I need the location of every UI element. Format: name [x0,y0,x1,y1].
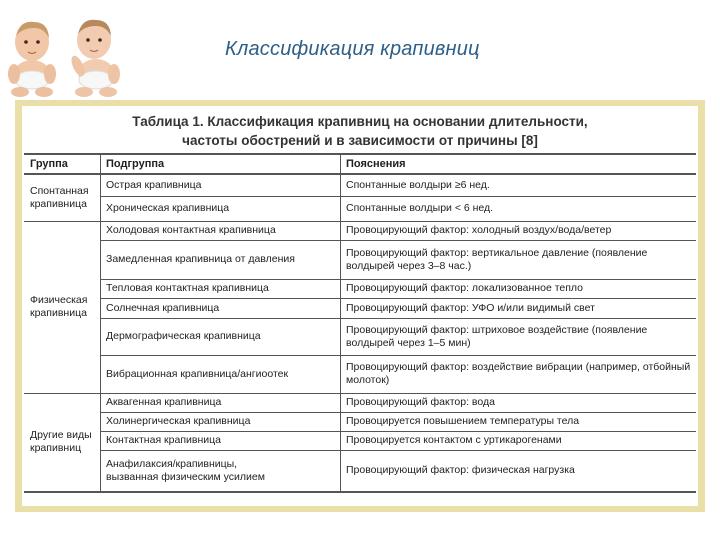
group-label-line: крапивница [30,197,87,210]
header-explanation-label: Пояснения [346,158,406,170]
subgroup-line: Анафилаксия/крапивницы, [106,457,238,470]
subgroup-text [106,458,265,484]
subgroup-line: Солнечная крапивница [106,301,220,314]
explanation-text [346,282,583,295]
explanation-line: Спонтанные волдыри ≥6 нед. [346,178,490,191]
subgroup-line: Холодовая контактная крапивница [106,224,276,236]
group-label-line: крапивница [30,307,87,319]
subgroup-line: Дермографическая крапивница [106,330,261,342]
subgroup-cell [106,279,336,298]
row-rule [24,393,696,394]
subgroup-line: Аквагенная крапивница [106,396,222,408]
explanation-cell [346,393,692,412]
explanation-cell [346,298,692,318]
header-group-label: Группа [30,158,68,170]
explanation-line: Провоцирующий фактор: физическая нагрузка [346,464,575,476]
explanation-text [346,179,490,192]
subgroup-text [106,396,221,409]
explanation-text [346,224,611,237]
subgroup-cell [106,318,336,355]
explanation-text [346,202,493,215]
subgroup-line: Хроническая крапивница [106,202,230,214]
explanation-cell [346,196,692,221]
subgroup-cell [106,221,336,240]
table-caption-line-1: Таблица 1. Классификация крапивниц на основании длительности, [132,114,588,129]
subgroup-text [106,224,276,237]
explanation-line: Провоцирующий фактор: холодный воздух/вода/ветер [346,224,612,236]
explanation-cell [346,450,692,491]
group-cell [30,221,96,393]
explanation-line: Провоцирующий фактор: УФО и/или видимый свет [346,301,595,314]
explanation-text [346,464,575,477]
row-rule [100,355,696,356]
explanation-line: волдырей через 3–8 час.) [346,259,472,272]
baby-right-illustration [69,20,120,97]
explanation-line: Провоцируется повышением температуры тела [346,415,580,427]
explanation-text [346,396,495,409]
col-rule [100,154,101,492]
explanation-cell [346,240,692,279]
group-text [30,185,89,211]
explanation-line: Спонтанные волдыри < 6 нед. [346,202,494,214]
row-rule [100,431,696,432]
explanation-line: волдырей через 1–5 мин) [346,336,471,349]
group-label-line: Другие виды [30,429,92,441]
subgroup-text [106,179,201,192]
subgroup-text [106,302,219,315]
explanation-cell [346,412,692,431]
subgroup-line: Острая крапивница [106,178,202,191]
subgroup-line: Контактная крапивница [106,434,221,446]
group-text [30,294,87,320]
subgroup-line: Тепловая контактная крапивница [106,282,269,294]
subgroup-cell [106,393,336,412]
col-rule [340,154,341,492]
row-rule [100,412,696,413]
group-cell [30,393,96,491]
header-group [30,155,98,174]
group-label-line: Физическая [30,294,88,306]
baby-left-illustration [8,22,56,97]
row-rule [100,240,696,241]
row-rule [100,450,696,451]
subgroup-cell [106,431,336,450]
classification-table [22,106,698,506]
explanation-text [346,434,562,447]
subgroup-text [106,253,295,266]
row-rule [24,491,696,493]
explanation-line: Провоцирующий фактор: локализованное тепло [346,282,584,294]
row-rule [100,279,696,280]
explanation-cell [346,174,692,196]
explanation-text [346,361,690,387]
explanation-line: Провоцирующий фактор: вода [346,396,495,408]
explanation-text [346,415,579,428]
subgroup-cell [106,412,336,431]
subgroup-cell [106,196,336,221]
subgroup-text [106,415,250,428]
table-caption [22,112,698,150]
group-text [30,429,92,455]
header-subgroup [106,155,338,174]
subgroup-text [106,368,288,381]
explanation-cell [346,431,692,450]
explanation-text [346,302,595,315]
explanation-line: Провоцирующий фактор: штриховое воздействие (появление [346,323,648,336]
subgroup-cell [106,450,336,491]
subgroup-cell [106,174,336,196]
subgroup-line: Замедленная крапивница от давления [106,253,295,265]
explanation-cell [346,279,692,298]
group-label-line: крапивниц [30,442,82,454]
explanation-cell [346,355,692,393]
subgroup-line: Холинергическая крапивница [106,415,251,427]
subgroup-cell [106,240,336,279]
explanation-line: Провоцирующий фактор: воздействие вибрации (например, отбойный [346,361,691,373]
explanation-cell [346,221,692,240]
row-rule [100,298,696,299]
row-rule [24,221,696,222]
row-rule [100,318,696,319]
explanation-line: молоток) [346,374,390,386]
explanation-line: Провоцируется контактом с уртикарогенами [346,434,562,446]
explanation-cell [346,318,692,355]
header-explanation [346,155,694,174]
explanation-line: Провоцирующий фактор: вертикальное давление (появление [346,246,648,259]
subgroup-cell [106,298,336,318]
subgroup-text [106,434,221,447]
table-caption-line-2: частоты обострений и в зависимости от причины [8] [182,133,538,148]
header-bottom-rule [24,173,696,175]
subgroup-line: Вибрационная крапивница/ангиоотек [106,367,289,380]
group-cell [30,174,96,221]
subgroup-cell [106,355,336,393]
header-subgroup-label: Подгруппа [106,158,165,170]
subgroup-text [106,202,229,215]
explanation-text [346,247,647,273]
group-label-line: Спонтанная [30,184,89,197]
subgroup-line: вызванная физическим усилием [106,470,265,483]
babies-photo [0,0,128,100]
explanation-text [346,324,647,350]
subgroup-text [106,330,261,343]
table-top-rule [24,153,696,155]
subgroup-text [106,282,269,295]
row-rule [100,196,696,197]
slide-title: Классификация крапивниц [225,38,480,60]
